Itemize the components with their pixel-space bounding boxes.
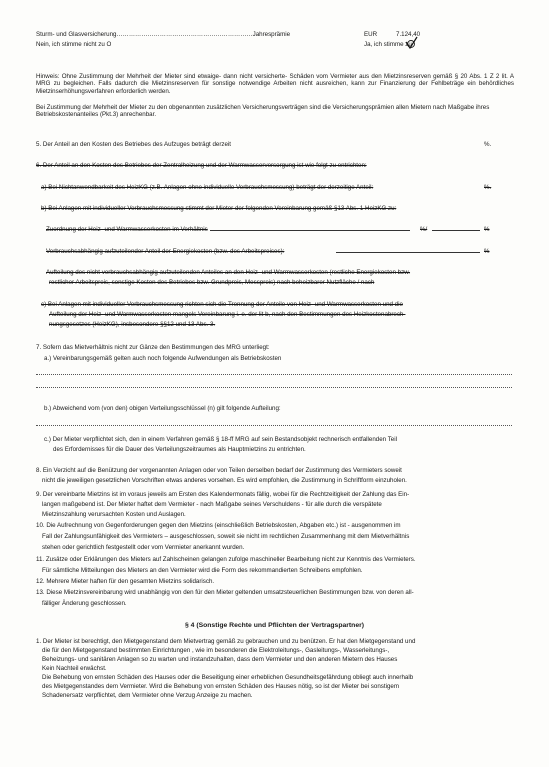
fill-line[interactable] — [36, 425, 512, 426]
item-6c-line3: nungsgesetzes (HeizKG), insbesondere §§12 und 13 Abs. 3. — [49, 321, 216, 328]
item-9-line3: Mietzinszahlung verursachten Kosten und Auslagen. — [42, 511, 186, 518]
section-4-p1-line1: 1. Der Mieter ist berechtigt, den Mietgegenstand dem Mietvertrag gemäß zu gebrauchen und zu benützen. Er hat den Mietgegenstand und — [36, 638, 416, 645]
item-9-line1: 9. Der vereinbarte Mietzins ist im voraus jeweils am Ersten des Kalendermonats fällig, wobei für die Rechtzeitigkeit der Zahlung das Ein- — [36, 491, 410, 498]
accept-option[interactable]: Ja, ich stimme zu — [364, 41, 412, 48]
item-6b3-line2: restlicher Arbeitspreis, sonstige Kosten des Betriebes bzw. Grundpreis, Messpreis) nach beheizbarer Nutzfläche / nach — [49, 279, 375, 286]
section-4-p1-line7: Schadenersatz verpflichtet, dem Vermieter ohne Verzug Anzeige zu machen. — [42, 692, 253, 699]
section-4-title: § 4 (Sonstige Rechte und Pflichten der Vertragspartner) — [184, 622, 365, 629]
insurance-line: Sturm- und Glasversicherung…………………………………………………………Jahresprämie — [36, 31, 291, 38]
item-7a-text: a.) Vereinbarungsgemäß gelten auch noch folgende Aufwendungen als Betriebskosten — [44, 355, 282, 362]
item-11-line1: 11. Zusätze oder Erklärungen des Mieters auf Zahlscheinen gelangen zufolge maschineller Bearbeitung nicht zur Kenntnis des Vermieters. — [36, 556, 416, 563]
item-10-line1: 10. Die Aufrechnung von Gegenforderungen gegen den Mietzins (einschließlich Betriebskosten, Abgaben etc.) ist - ausgenommen im — [36, 522, 401, 529]
item-6b1-text: Zuordnung der Heiz- und Warmwasserkosten im Verhältnis — [46, 226, 208, 233]
fill-line[interactable] — [36, 387, 512, 388]
item-10-line2: Fall der Zahlungsunfähigkeit des Vermieters – ausgeschlossen, soweit sie nicht im rechtlichen Zusammenhang mit dem Mietverhältnis — [42, 533, 410, 540]
item-7-text: 7. Sofern das Mietverhältnis nicht zur Gänze den Bestimmungen des MRG unterliegt: — [36, 344, 270, 351]
item-12-line1: 12. Mehrere Mieter haften für den gesamten Mietzins solidarisch. — [36, 578, 215, 585]
item-6-text: 6. Der Anteil an den Kosten des Betriebes der Zentralheizung und der Warmwasserversorgung ist wie folgt zu entrichten: — [36, 162, 367, 169]
item-6c-line2: Aufteilung der Heiz- und Warmwasserkosten mangels Vereinbarung i. e. der lit b, nach den Bestimmungen des Heizkostenabrech- — [49, 311, 406, 318]
section-4-p1-line5: Die Behebung von ernsten Schäden des Hauses oder die Beseitigung einer erheblichen Gesundheitsgefährdung obliegt auch innerhalb — [42, 674, 414, 681]
item-6b2-unit: % — [484, 248, 490, 255]
section-4-p1-line3: Beheizungs- und sanitären Anlagen so zu warten und instandzuhalten, dass dem Vermieter und den anderen Mietern des Hauses — [42, 656, 398, 663]
item-7c-line2: des Erfordernisses für die Dauer des Verteilungszeitraumes als Hauptmietzins zu entrichten. — [53, 446, 306, 453]
item-7b-text: b.) Abweichend vom (von den) obigen Verteilungsschlüssel (n) gilt folgende Aufteilung: — [44, 405, 281, 412]
section-4-p1-line4: Kein Nachteil erwächst. — [42, 665, 107, 672]
item-6c-line1: c) Bei Anlagen mit individueller Verbrauchsmessung richten sich die Trennung der Anteile von Heiz- und Warmwasserkosten und die — [41, 301, 403, 308]
item-6b1-mid: %/ — [420, 226, 428, 233]
strike-line — [336, 252, 480, 253]
item-8-line2: nicht die jeweiligen gesetzlichen Vorschriften etwas anderes vorsehen. Es wird empfohlen, die Zustimmung in Schriftform einzuholen. — [42, 477, 407, 484]
strike-line — [432, 230, 480, 231]
item-6a-unit: %. — [484, 184, 492, 191]
item-13-line2: fälliger Änderung geschlossen. — [42, 600, 127, 607]
section-4-p1-line2: die für den Mietgegenstand bestimmten Einrichtungen , wie im besonderen die Elektroleitungs-, Gasleitungs-, Wasserleitungs-, — [42, 647, 390, 654]
handwritten-check-icon — [404, 36, 418, 50]
premium-amount: 7.124,40 — [396, 31, 421, 38]
item-5-unit: %. — [484, 141, 492, 148]
item-6b1-unit: % — [484, 226, 490, 233]
hinweis-paragraph: Hinweis: Ohne Zustimmung der Mehrheit der Mieter sind etwaige- dann nicht versicherte- Schäden vom Vermieter aus den Mietzinsreserven gemäß § 20 Abs. 1 Z 2 lit. A MRG zu begleichen. Falls dadurch die Mietzinsreserven für sonstige notwendige Arbeiten nicht ausreichen, kann zur Finanzierung der Fehlbeträge ein behördliches Mietzinserhöhungsverfahren erforderlich werden. — [36, 73, 514, 95]
section-4-p1-line6: des Mietgegenstandes dem Vermieter. Wird die Behebung von ernsten Schäden des Hauses nötig, so ist der Mieter bei sonstigem — [42, 683, 400, 690]
item-7c-line1: c.) Der Mieter verpflichtet sich, den in einem Verfahren gemäß § 18-ff MRG auf sein Bestandsobjekt rechnerisch entfallenden Teil — [44, 436, 397, 443]
item-6a-text: a) Bei Nichtanwendbarkeit des HeizKG (z.B. Anlagen ohne individuelle Verbrauchsmessung) beträgt der derzeitige Anteil: — [41, 184, 374, 191]
item-5-text: 5. Der Anteil an den Kosten des Betriebes des Aufzuges beträgt derzeit — [36, 141, 232, 148]
item-10-line3: stehen oder gerichtlich festgestellt oder vom Vermieter anerkannt wurden. — [42, 544, 245, 551]
currency-label: EUR — [364, 31, 378, 38]
item-13-line1: 13. Diese Mietzinsvereinbarung wird unabhängig von den für den Mieter geltenden umsatzsteuerlichen Bestimmungen bzw. von deren all- — [36, 589, 414, 596]
item-8-line1: 8. Ein Verzicht auf die Benützung der vorgenannten Anlagen oder von Teilen derselben bedarf der Zustimmung des Vermieters soweit — [36, 467, 402, 474]
item-6b2-text: Verbrauchsabhängig aufzuteilender Anteil der Energiekosten (bzw. des Arbeitspreises): — [46, 248, 285, 255]
item-9-line2: langen maßgebend ist. Der Mieter haftet dem Vermieter - nach Maßgabe seines Verschuldens - für alle durch die verspätete — [42, 501, 382, 508]
item-6b-text: b) Bei Anlagen mit individueller Verbrauchsmessung stimmt der Mieter der folgenden Vereinbarung gemäß §13 Abs. 1 HeizKG zu: — [41, 205, 397, 212]
hinweis-paragraph-2: Bei Zustimmung der Mehrheit der Mieter zu den obgenannten zusätzlichen Versicherungsverträgen sind die Versicherungsprämien allen Mietern nach Maßgabe ihres Betriebskostenanteiles (Pkt.3) anrechenbar. — [36, 104, 490, 119]
decline-option[interactable]: Nein, ich stimme nicht zu O — [36, 41, 112, 48]
item-11-line2: Für sämtliche Mitteilungen des Mieters an den Vermieter wird die Form des rekommandierten Schreibens empfohlen. — [42, 567, 363, 574]
fill-line[interactable] — [36, 374, 512, 375]
item-6b3-line1: Aufteilung des nicht verbrauchsabhängig aufzuteilenden Anteiles an den Heiz- und Warmwasserkosten (restliche Energiekosten bzw. — [46, 269, 411, 276]
strike-line — [210, 230, 410, 231]
